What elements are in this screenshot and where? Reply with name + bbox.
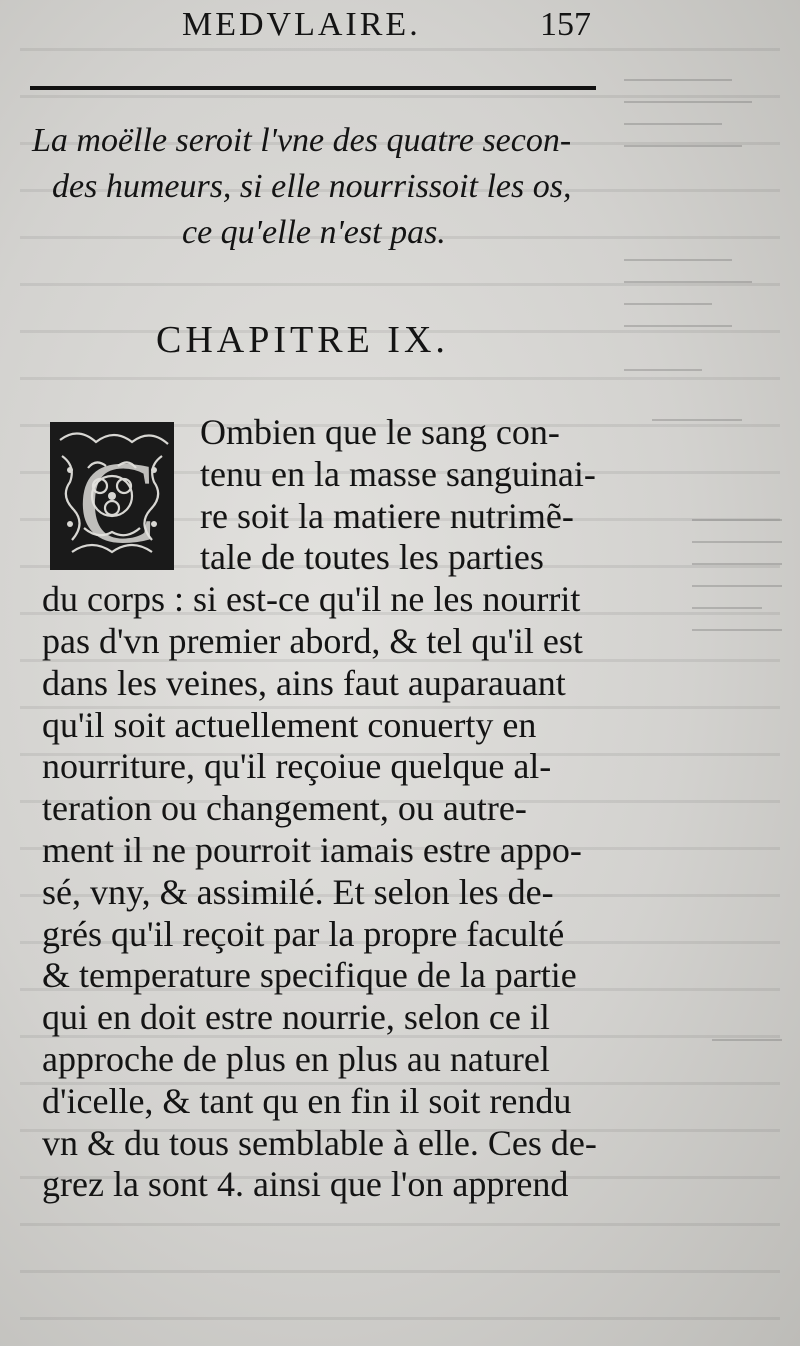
- chapter-heading: CHAPITRE IX.: [156, 319, 449, 361]
- summary-line: ce qu'elle n'est pas.: [182, 214, 446, 251]
- running-head-title: MEDVLAIRE.: [182, 6, 421, 43]
- body-line: grez la sont 4. ainsi que l'on apprend: [42, 1164, 569, 1205]
- body-line: grés qu'il reçoit par la propre faculté: [42, 913, 565, 954]
- body-line: Ombien que le sang con-: [200, 412, 560, 452]
- summary-line: La moëlle seroit l'vne des quatre secon-: [32, 122, 572, 159]
- body-line: teration ou changement, ou autre-: [42, 788, 527, 829]
- drop-cap-letter: C: [78, 437, 157, 568]
- body-text: [42, 412, 608, 1206]
- body-line: d'icelle, & tant qu en fin il soit rendu: [42, 1080, 572, 1121]
- body-line: qu'il soit actuellement conuerty en: [42, 704, 537, 745]
- body-line: approche de plus en plus au naturel: [42, 1038, 550, 1079]
- chapter-summary: [30, 118, 596, 256]
- body-line: tale de toutes les parties: [200, 537, 544, 578]
- faded-margin-notes: [612, 40, 800, 1340]
- header-rule: [30, 86, 596, 90]
- body-line: qui en doit estre nourrie, selon ce il: [42, 997, 550, 1038]
- body-line: vn & du tous semblable à elle. Ces de-: [42, 1122, 597, 1163]
- body-line: re soit la matiere nutrimẽ-: [200, 495, 574, 536]
- body-line: & temperature specifique de la partie: [42, 955, 577, 996]
- page-number: 157: [540, 6, 591, 43]
- summary-line: des humeurs, si elle nourrissoit les os,: [52, 168, 572, 205]
- body-line: sé, vny, & assimilé. Et selon les de-: [42, 871, 554, 912]
- body-line: du corps : si est-ce qu'il ne les nourrit: [42, 579, 581, 620]
- body-line: ment il ne pourroit iamais estre appo-: [42, 829, 582, 870]
- body-line: tenu en la masse sanguinai-: [200, 453, 596, 494]
- body-line: dans les veines, ains faut auparauant: [42, 662, 566, 703]
- body-line: nourriture, qu'il reçoiue quelque al-: [42, 746, 552, 787]
- body-line: pas d'vn premier abord, & tel qu'il est: [42, 620, 583, 661]
